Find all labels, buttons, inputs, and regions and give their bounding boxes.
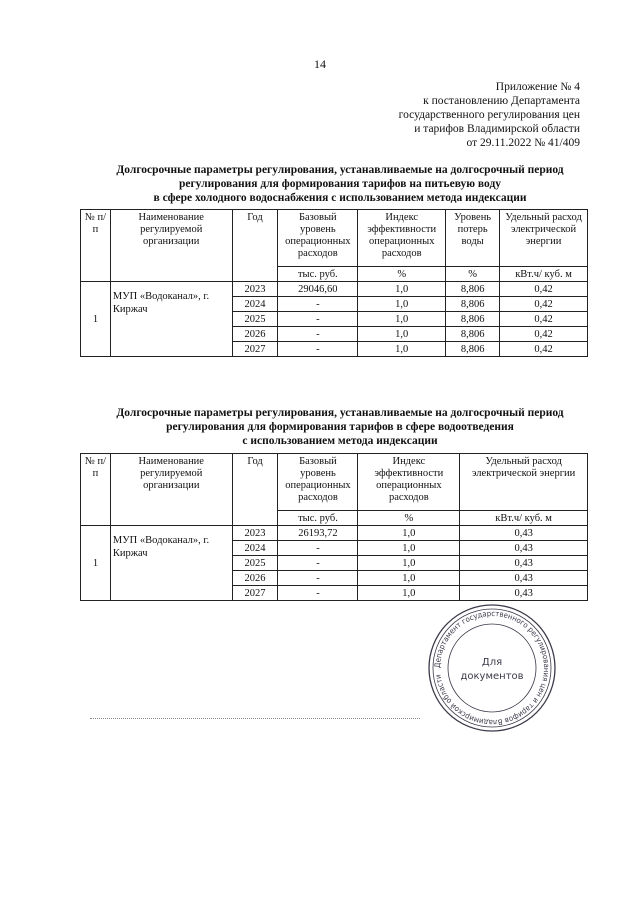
section1-header-loss: Уровень потерь воды	[446, 210, 500, 267]
index-cell: 1,0	[358, 282, 446, 297]
section1-header-year: Год	[232, 210, 278, 282]
appendix-line-2: к постановлению Департамента	[423, 95, 580, 107]
energy-cell: 0,42	[500, 327, 588, 342]
loss-cell: 8,806	[446, 342, 500, 357]
section2-unit-base: тыс. руб.	[278, 511, 358, 526]
index-cell: 1,0	[358, 312, 446, 327]
section2-header-row	[81, 454, 588, 511]
section1-unit-index: %	[358, 267, 446, 282]
energy-cell: 0,43	[460, 586, 588, 601]
table-row	[81, 526, 588, 541]
section2-title-line-3: с использованием метода индексации	[242, 435, 438, 447]
year-cell: 2026	[232, 571, 278, 586]
section2-title	[60, 406, 620, 448]
index-cell: 1,0	[358, 327, 446, 342]
base-cell: -	[278, 571, 358, 586]
index-cell: 1,0	[358, 297, 446, 312]
appendix-line-1: Приложение № 4	[495, 81, 580, 93]
year-cell: 2024	[232, 297, 278, 312]
section1-header-energy: Удельный расход электрической энергии	[500, 210, 588, 267]
base-cell: -	[278, 556, 358, 571]
appendix-header	[380, 80, 580, 150]
section1-title-line-2: регулирования для формирования тарифов на питьевую воду	[178, 178, 502, 190]
section2-header-index: Индекс эффективности операционных расходов	[358, 454, 460, 511]
year-cell: 2023	[232, 282, 278, 297]
section1-table	[80, 209, 588, 357]
appendix-line-3: государственного регулирования цен	[398, 109, 580, 121]
year-cell: 2024	[232, 541, 278, 556]
section1-header-row	[81, 210, 588, 267]
energy-cell: 0,43	[460, 541, 588, 556]
energy-cell: 0,42	[500, 297, 588, 312]
section1-header-num: № п/п	[81, 210, 111, 282]
appendix-line-4: и тарифов Владимирской области	[414, 123, 580, 135]
section1-title-line-3: в сфере холодного водоснабжения с использованием метода индексации	[153, 192, 527, 204]
loss-cell: 8,806	[446, 327, 500, 342]
dotted-line	[90, 718, 420, 719]
index-cell: 1,0	[358, 586, 460, 601]
table-row	[81, 282, 588, 297]
loss-cell: 8,806	[446, 312, 500, 327]
stamp-center-line-1: Для	[481, 657, 503, 668]
year-cell: 2026	[232, 327, 278, 342]
section1-title-line-1: Долгосрочные параметры регулирования, устанавливаемые на долгосрочный период	[116, 164, 564, 176]
official-stamp	[427, 603, 557, 733]
energy-cell: 0,42	[500, 312, 588, 327]
section1-unit-base: тыс. руб.	[278, 267, 358, 282]
section1-header-index: Индекс эффективности операционных расходов	[358, 210, 446, 267]
section2-row-number: 1	[81, 526, 111, 601]
year-cell: 2027	[232, 586, 278, 601]
index-cell: 1,0	[358, 556, 460, 571]
section1-row-number: 1	[81, 282, 111, 357]
index-cell: 1,0	[358, 541, 460, 556]
year-cell: 2025	[232, 556, 278, 571]
energy-cell: 0,42	[500, 342, 588, 357]
base-cell: -	[278, 342, 358, 357]
index-cell: 1,0	[358, 342, 446, 357]
section2-title-line-1: Долгосрочные параметры регулирования, устанавливаемые на долгосрочный период	[116, 407, 564, 419]
section2-header-energy: Удельный расход электрической энергии	[460, 454, 588, 511]
section2-unit-energy: кВт.ч/ куб. м	[460, 511, 588, 526]
base-cell: -	[278, 297, 358, 312]
stamp-center-line-2: документов	[460, 671, 524, 682]
base-cell: 26193,72	[278, 526, 358, 541]
section2-header-year: Год	[232, 454, 278, 526]
stamp-ring-text: Департамент государственного регулирования цен и тарифов Владимирской области	[432, 608, 552, 728]
section2-org-name: МУП «Водоканал», г. Киржач	[110, 526, 232, 601]
section1-org-name: МУП «Водоканал», г. Киржач	[110, 282, 232, 357]
base-cell: 29046,60	[278, 282, 358, 297]
year-cell: 2027	[232, 342, 278, 357]
section2-unit-index: %	[358, 511, 460, 526]
loss-cell: 8,806	[446, 282, 500, 297]
base-cell: -	[278, 541, 358, 556]
energy-cell: 0,42	[500, 282, 588, 297]
section1-header-org: Наименование регулируемой организации	[110, 210, 232, 282]
base-cell: -	[278, 327, 358, 342]
section2-title-line-2: регулирования для формирования тарифов в сфере водоотведения	[166, 421, 514, 433]
section2-header-num: № п/п	[81, 454, 111, 526]
section1-unit-energy: кВт.ч/ куб. м	[500, 267, 588, 282]
loss-cell: 8,806	[446, 297, 500, 312]
appendix-line-5: от 29.11.2022 № 41/409	[466, 137, 580, 149]
section2-table	[80, 453, 588, 601]
section1-title	[60, 163, 620, 205]
energy-cell: 0,43	[460, 556, 588, 571]
index-cell: 1,0	[358, 571, 460, 586]
year-cell: 2023	[232, 526, 278, 541]
base-cell: -	[278, 586, 358, 601]
section1-unit-loss: %	[446, 267, 500, 282]
energy-cell: 0,43	[460, 571, 588, 586]
year-cell: 2025	[232, 312, 278, 327]
index-cell: 1,0	[358, 526, 460, 541]
section2-header-base: Базовый уровень операционных расходов	[278, 454, 358, 511]
base-cell: -	[278, 312, 358, 327]
section2-header-org: Наименование регулируемой организации	[110, 454, 232, 526]
page-number: 14	[314, 57, 326, 71]
section1-header-base: Базовый уровень операционных расходов	[278, 210, 358, 267]
energy-cell: 0,43	[460, 526, 588, 541]
